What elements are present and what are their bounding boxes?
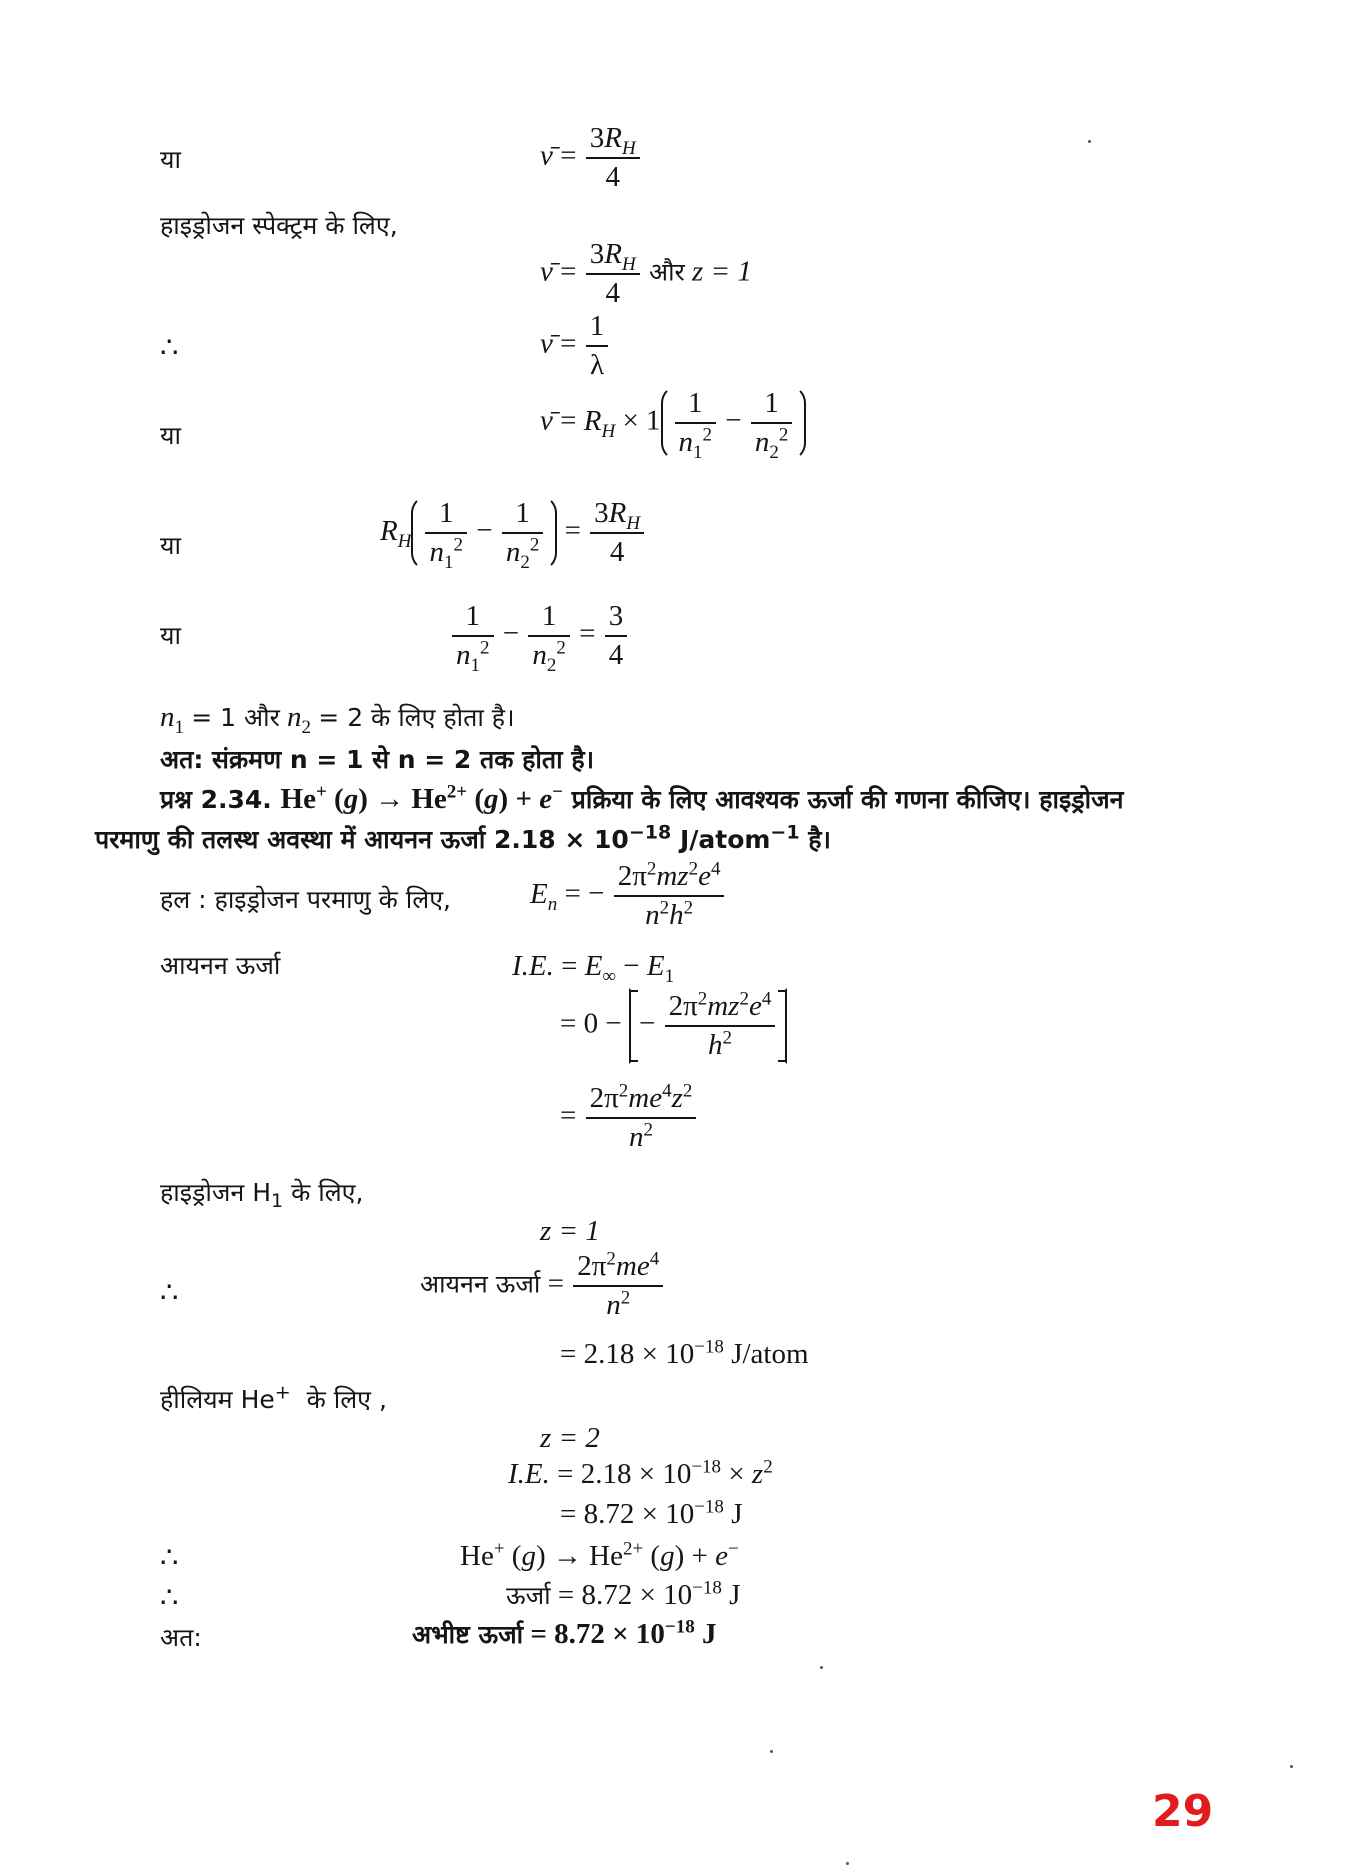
- label-ya-3: या: [160, 531, 181, 560]
- eq-rh-equal: $R_H$ $\frac{1}{n_1^2}$ − $\frac{1}{n_2^2}$ = $\frac{3R_H}{4}$: [380, 495, 646, 571]
- eq-reaction: He+ $(g) \to He^{2+}$ (g) + e−: [460, 1538, 739, 1572]
- hydrogen-spectrum-label: हाइड्रोजन स्पेक्ट्रम के लिए,: [160, 211, 398, 240]
- eq-nu-3rh-4: ν̄ = $\frac{3R_H}{4}$: [540, 122, 642, 194]
- therefore-symbol-1: ∴: [160, 332, 179, 364]
- eq-ie-helium: I.E. = $2.18 \times 10^{-18} \times z^2$: [508, 1456, 773, 1490]
- eq-ie-def: I.E. = $E_\infty - E_1$: [512, 950, 675, 987]
- transition-statement: अत: संक्रमण n = 1 से n = 2 तक होता है।: [160, 745, 595, 774]
- label-ya-1: या: [160, 145, 181, 174]
- question-line-1: प्रश्न 2.34. He+ $(g) \to He^{2+}$ (g) + e− प्रक्रिया के लिए आवश्यक ऊर्जा की गणना कीजिए। हाइड्रोजन: [160, 781, 1124, 815]
- z-equals-2: z = 2: [540, 1422, 600, 1454]
- scan-speck: [846, 1862, 849, 1865]
- label-ya-2: या: [160, 421, 181, 450]
- solution-intro: हल : हाइड्रोजन परमाणु के लिए,: [160, 885, 452, 914]
- z-equals-1: z = 1: [692, 255, 752, 288]
- therefore-symbol-4: ∴: [160, 1582, 179, 1614]
- eq-ie-step: = 0 − − $\frac{2\pi^2mz^2e^4}{h^2}$: [560, 988, 787, 1064]
- eq-ie-h-value: = $2.18 \times 10^{-18}$ J/atom: [560, 1336, 809, 1370]
- label-ya-4: या: [160, 621, 181, 650]
- eq-nu-1-lambda: ν̄ = $\frac{1}{\lambda}$: [540, 310, 610, 382]
- scan-speck: [1290, 1765, 1293, 1768]
- eq-energy-n: $E_n$ = − $\frac{2\pi^2mz^2e^4}{n^2h^2}$: [530, 860, 726, 932]
- eq-nu-3rh-4-and-z: ν̄ = $\frac{3R_H}{4}$ और z = 1: [540, 238, 752, 309]
- question-number: प्रश्न 2.34.: [160, 785, 272, 814]
- question-text: प्रक्रिया के लिए आवश्यक ऊर्जा की गणना कीजिए। हाइड्रोजन: [571, 785, 1124, 814]
- page-number: 29: [1152, 1786, 1214, 1837]
- helium-label: हीलियम He+ के लिए ,: [160, 1381, 387, 1414]
- and-word: और: [648, 257, 685, 287]
- eq-ie-hydrogen: आयनन ऊर्जा = $\frac{2\pi^2me^4}{n^2}$: [420, 1250, 665, 1322]
- eq-rydberg: ν̄ = $R_H \times 1$ $\frac{1}{n_1^2}$ − $\frac{1}{n_2^2}$: [540, 385, 806, 461]
- n-values-line: $n_1 = 1$ और $n_2 = 2$ के लिए होता है।: [160, 701, 515, 738]
- z-equals-1-h: z = 1: [540, 1215, 600, 1247]
- label-atah: अत:: [160, 1623, 202, 1652]
- eq-ie-helium-value: = $8.72 \times 10^{-18}$ J: [560, 1496, 743, 1530]
- ionization-energy-label: आयनन ऊर्जा: [160, 951, 281, 980]
- therefore-symbol-3: ∴: [160, 1542, 179, 1574]
- therefore-symbol-2: ∴: [160, 1277, 179, 1309]
- eq-energy: ऊर्जा = $8.72 \times 10^{-18}$ J: [506, 1577, 741, 1611]
- hydrogen-h1-label: हाइड्रोजन $H_1$ के लिए,: [160, 1178, 364, 1212]
- scan-speck: [820, 1666, 823, 1669]
- eq-ie-result: = $\frac{2\pi^2me^4z^2}{n^2}$: [560, 1082, 698, 1154]
- eq-required-energy: अभीष्ट ऊर्जा = $8.72 \times 10^{-18}$ J: [412, 1616, 717, 1650]
- scan-speck: [1088, 140, 1091, 143]
- eq-three-quarter: $\frac{1}{n_1^2}$ − $\frac{1}{n_2^2}$ = $\frac{3}{4}$: [450, 600, 629, 672]
- question-line-2: परमाणु की तलस्थ अवस्था में आयनन ऊर्जा $2.18 \times 10^{-18}$ J/atom$^{-1}$ है।: [95, 821, 832, 854]
- scan-speck: [770, 1750, 773, 1753]
